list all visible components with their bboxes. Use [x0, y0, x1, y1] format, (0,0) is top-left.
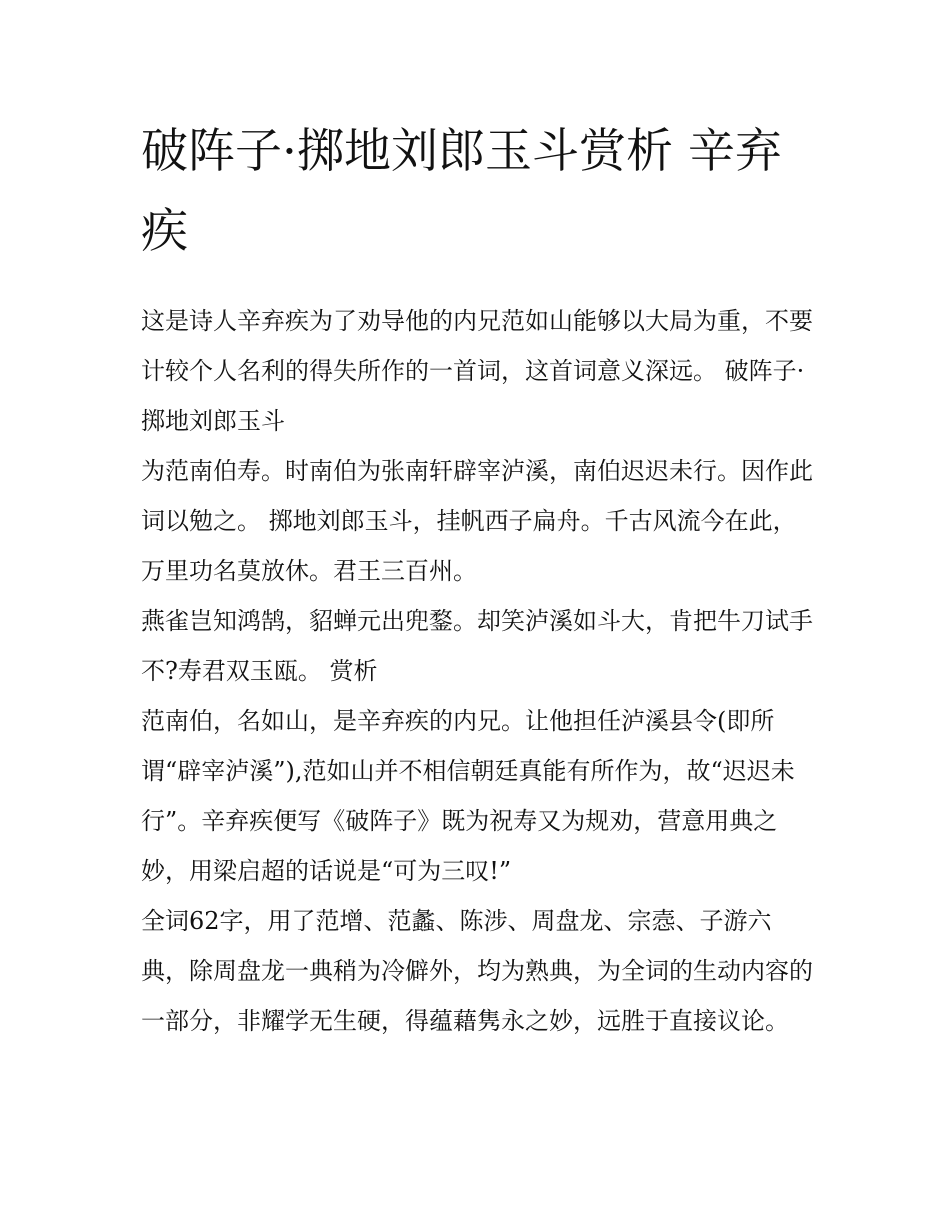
paragraph-second-stanza: 燕雀岂知鸿鹄，貂蝉元出兜鍪。却笑泸溪如斗大，肯把牛刀试手不?寿君双玉瓯。 赏析	[141, 607, 813, 685]
document-title: 破阵子·掷地刘郎玉斗赏析 辛弃疾	[141, 124, 782, 259]
document-page	[141, 112, 813, 1046]
document-body	[141, 296, 813, 1046]
paragraph-analysis: 范南伯，名如山，是辛弃疾的内兄。让他担任泸溪县令(即所谓“辟宰泸溪”),范如山并不相信朝廷真能有所作为，故“迟迟未行”。辛弃疾便写《破阵子》既为祝寿又为规劝，营意用典之妙，用梁启超的话说是“可为三叹!”	[141, 707, 795, 885]
paragraph-preface: 为范南伯寿。时南伯为张南轩辟宰泸溪，南伯迟迟未行。因作此词以勉之。 掷地刘郎玉斗，挂帆西子扁舟。千古风流今在此，万里功名莫放休。君王三百州。	[141, 457, 813, 585]
paragraph-allusions: 全词62字，用了范增、范蠡、陈涉、周盘龙、宗悫、子游六典，除周盘龙一典稍为冷僻外，均为熟典，为全词的生动内容的一部分，非耀学无生硬，得蕴藉隽永之妙，远胜于直接议论。	[141, 907, 813, 1035]
paragraph-intro: 这是诗人辛弃疾为了劝导他的内兄范如山能够以大局为重，不要计较个人名利的得失所作的一首词，这首词意义深远。 破阵子·掷地刘郎玉斗	[141, 307, 813, 435]
